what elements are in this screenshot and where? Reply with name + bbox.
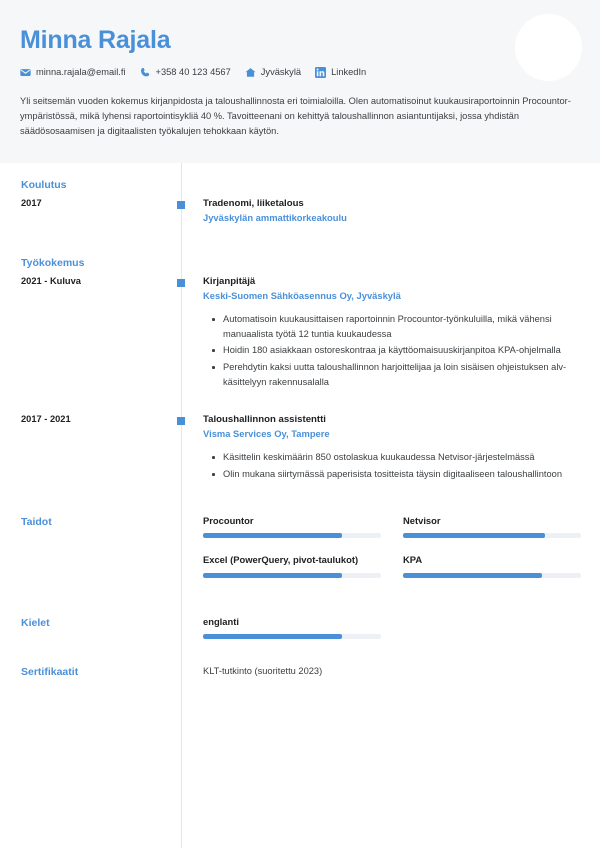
resume-body: [0, 163, 600, 678]
education-entry-org: Jyväskylän ammattikorkeakoulu: [203, 211, 347, 223]
skill-bar-fill: [203, 533, 342, 538]
page-title: Minna Rajala: [20, 26, 171, 54]
language-name: englanti: [203, 615, 239, 627]
contact-location[interactable]: [245, 67, 301, 78]
skill-name: KPA: [403, 554, 423, 566]
contact-phone-label: +358 40 123 4567: [155, 67, 231, 78]
skill-name: Netvisor: [403, 514, 441, 526]
section-label-skills: Taidot: [21, 515, 52, 528]
skill-item: [203, 514, 381, 538]
contact-email-label: minna.rajala@email.fi: [36, 67, 126, 78]
skill-item: [403, 514, 581, 538]
skill-item: [203, 553, 381, 577]
experience-entry-main: [181, 275, 600, 391]
experience-entry-title: Kirjanpitäjä: [203, 276, 256, 288]
education-entry-title: Tradenomi, liiketalous: [203, 198, 304, 209]
home-icon: [245, 67, 256, 78]
skill-name: Excel (PowerQuery, pivot-taulukot): [203, 554, 359, 566]
skill-name: Procountor: [203, 514, 254, 526]
timeline-marker-icon: [177, 201, 185, 209]
skill-bar-fill: [403, 573, 542, 578]
avatar: [515, 14, 582, 81]
skill-item: [403, 553, 581, 577]
language-item: [181, 615, 359, 639]
professional-summary: Yli seitsemän vuoden kokemus kirjanpidosta ja taloushallinnosta eri toimialoilla. Olen automatisoinut kuukausiraportoinnin Procountor-ympäristössä, mikä lyhensi raportointisykliä 40 %. Tavoitteenani on kehittyä taloushallinnon asiantuntijaksi, jossa yhdistän säädösosaamisen ja digitaalisten työkalujen tehokkaan käytön.: [20, 95, 571, 136]
resume-header: [0, 0, 600, 163]
envelope-icon: [20, 67, 31, 78]
skill-bar-fill: [203, 573, 342, 578]
education-entry-main: [181, 197, 600, 225]
section-education: [0, 179, 600, 191]
list-item: Hoidin 180 asiakkaan ostoreskontraa ja käyttöomaisuuskirjanpitoa KPA-ohjelmalla: [222, 343, 574, 358]
timeline-marker-icon: [177, 417, 185, 425]
contact-email[interactable]: [20, 67, 126, 78]
experience-entry-main: [181, 413, 600, 483]
skill-bar-track: [203, 533, 381, 538]
contact-row: [20, 67, 580, 78]
phone-icon: [140, 67, 151, 78]
experience-entry: [0, 413, 600, 483]
list-item: Perehdytin kaksi uutta taloushallinnon harjoittelijaa ja loin sisäisen ohjeistuksen alv-käsittelyyn rakennusalalla: [222, 360, 574, 389]
experience-entry: [0, 275, 600, 391]
section-label-languages: Kielet: [21, 616, 50, 629]
contact-location-label: Jyväskylä: [260, 67, 302, 78]
experience-entry-date: 2017 - 2021: [21, 414, 71, 425]
section-experience: [0, 257, 600, 269]
experience-entry-org: Keski-Suomen Sähköasennus Oy, Jyväskylä: [203, 289, 401, 301]
languages-body: [181, 615, 600, 639]
skill-bar-track: [203, 573, 381, 578]
section-certificates: [0, 664, 600, 678]
section-label-certificates: Sertifikaatit: [21, 665, 79, 678]
skills-body: [181, 514, 600, 593]
linkedin-icon: [315, 67, 326, 78]
list-item: Käsittelin keskimäärin 850 ostolaskua kuukaudessa Netvisor-järjestelmässä: [222, 450, 574, 465]
experience-entry-org: Visma Services Oy, Tampere: [203, 428, 330, 440]
section-languages: [0, 615, 600, 639]
experience-bullet-list: [203, 450, 600, 481]
contact-linkedin[interactable]: [315, 67, 366, 78]
experience-bullet-list: [203, 312, 600, 389]
experience-entry-date: 2021 - Kuluva: [21, 276, 81, 287]
section-label-experience: Työkokemus: [21, 257, 85, 270]
timeline-marker-icon: [177, 279, 185, 287]
certificate-item: KLT-tutkinto (suoritettu 2023): [203, 665, 323, 676]
section-label-education: Koulutus: [21, 179, 67, 191]
language-bar-fill: [203, 634, 342, 639]
skill-bar-track: [403, 533, 581, 538]
skill-bar-fill: [403, 533, 545, 538]
language-bar-track: [203, 634, 381, 639]
education-entry: [0, 197, 600, 225]
skill-bar-track: [403, 573, 581, 578]
experience-entry-title: Taloushallinnon assistentti: [203, 414, 326, 426]
contact-phone[interactable]: [140, 67, 231, 78]
skill-grid: [181, 514, 600, 593]
contact-linkedin-label: LinkedIn: [331, 67, 367, 78]
education-entry-date: 2017: [21, 198, 42, 208]
list-item: Automatisoin kuukausittaisen raportoinnin Procountor-työnkuluilla, mikä vähensi manuaalista työtä 12 tuntia kuukaudessa: [222, 312, 574, 341]
certificates-body: [181, 664, 600, 678]
list-item: Olin mukana siirtymässä paperisista tositteista täysin digitaaliseen taloushallintoon: [222, 467, 574, 482]
section-skills: [0, 514, 600, 593]
